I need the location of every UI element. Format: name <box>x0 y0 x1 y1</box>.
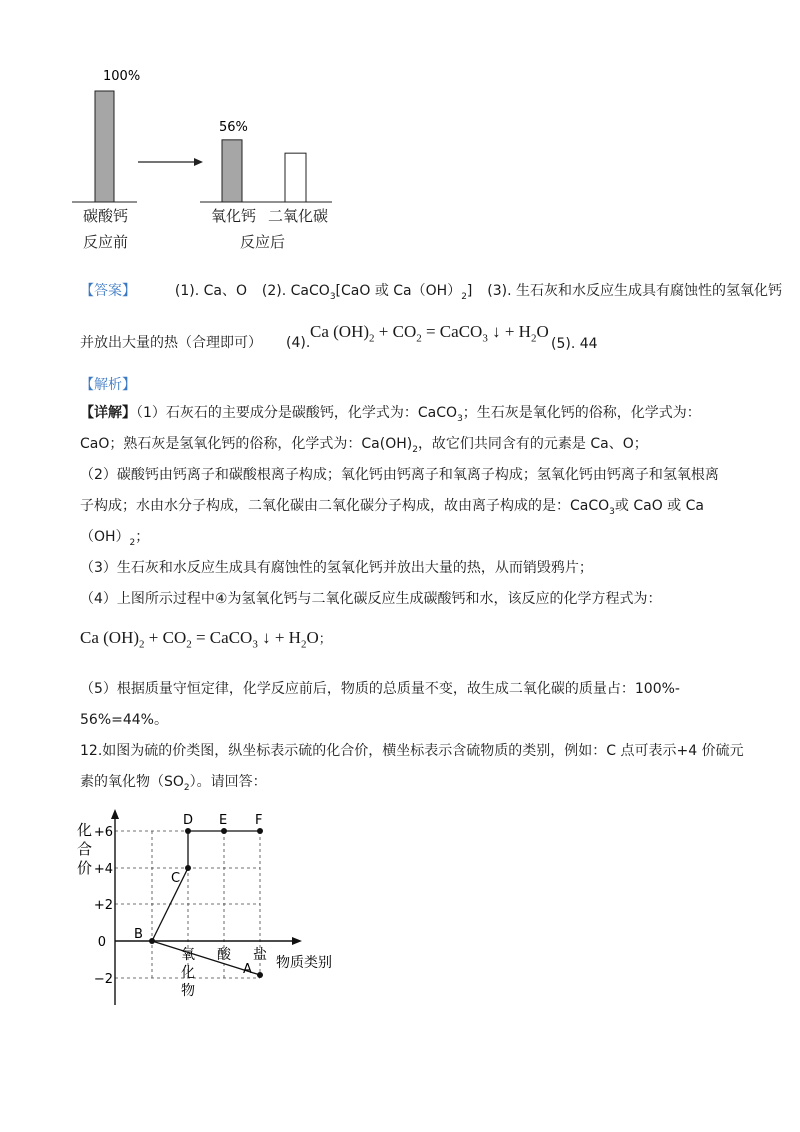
svg-text:0: 0 <box>97 935 106 950</box>
detail-p5-line2: 56%=44%。 <box>80 712 168 728</box>
svg-text:+4: +4 <box>93 862 113 877</box>
point-f <box>257 828 263 834</box>
point-d <box>185 828 191 834</box>
x-axis-title: 物质类别 <box>276 955 332 971</box>
answer-2-sub3: 3 <box>329 291 336 302</box>
answer-1: (1). Ca、O <box>174 283 248 299</box>
bar-label-100pct: 100% <box>103 69 141 84</box>
bar-carbon-dioxide <box>285 153 306 202</box>
svg-text:盐: 盐 <box>253 947 267 963</box>
y-axis-arrow-icon <box>111 809 119 819</box>
bar-label-56pct: 56% <box>219 120 248 135</box>
before-caption: 反应前 <box>83 233 129 251</box>
point-labels <box>134 813 262 977</box>
bar3-label: 二氧化碳 <box>268 207 329 225</box>
svg-text:化: 化 <box>77 821 93 839</box>
point-a <box>257 972 263 978</box>
answer-section <box>80 281 782 307</box>
label-f: F <box>255 813 263 828</box>
detail-p1-line1: 【详解】（1）石灰石的主要成分是碳酸钙，化学式为：CaCO$_3$；生石灰是氧化钙的俗称，化学式为： <box>80 405 701 424</box>
answer-4: (4). <box>286 335 311 351</box>
sulfur-valence-chart <box>70 805 370 1010</box>
arrow-head-icon <box>194 158 203 166</box>
y-tick-labels <box>94 825 113 987</box>
answer-3-line2: 并放出大量的热（合理即可） <box>80 335 262 351</box>
mass-bar-svg <box>60 60 360 260</box>
y-axis-title <box>77 821 92 877</box>
svg-text:氧: 氧 <box>181 947 195 963</box>
detail-p1-line2: CaO；熟石灰是氢氧化钙的俗称，化学式为：$Ca(OH)_2$，故它们共同含有的元素是 Ca、O； <box>80 436 648 455</box>
answer-2-sub2: 2 <box>461 291 467 302</box>
answer-3-line1: (3). 生石灰和水反应生成具有腐蚀性的氢氧化钙 <box>487 283 783 299</box>
bar-calcium-carbonate <box>95 91 114 202</box>
svg-text:物: 物 <box>181 983 195 999</box>
bar2-label: 氧化钙 <box>211 207 257 225</box>
label-d: D <box>183 813 194 828</box>
svg-text:+2: +2 <box>93 898 113 913</box>
point-e <box>221 828 227 834</box>
detail-p4: （4）上图所示过程中④为氢氧化钙与二氧化碳反应生成碳酸钙和水，该反应的化学方程式为： <box>80 591 662 607</box>
point-b <box>149 938 155 944</box>
answer-tag: 【答案】 <box>80 283 136 299</box>
label-b: B <box>134 927 143 942</box>
detail-tag: 【详解】 <box>80 405 136 421</box>
svg-text:价: 价 <box>77 859 93 877</box>
after-caption: 反应后 <box>240 233 286 251</box>
x-axis-arrow-icon <box>292 937 302 945</box>
answer-2-b: [CaO 或 Ca（OH） <box>335 283 462 299</box>
svg-text:−2: −2 <box>93 972 113 987</box>
bar1-label: 碳酸钙 <box>83 207 129 225</box>
svg-text:化: 化 <box>181 965 195 981</box>
answer-equation: Ca $(OH)_2 + CO_2$ = CaCO$_3$ ↓ + $H_2O$ <box>310 322 549 345</box>
detail-p3: （3）生石灰和水反应生成具有腐蚀性的氢氧化钙并放出大量的热，从而销毁鸦片； <box>80 560 593 576</box>
bar-calcium-oxide <box>222 140 242 202</box>
svg-text:酸: 酸 <box>217 947 231 963</box>
chart-lines <box>152 831 260 975</box>
detail-p2-line3: $(OH)_2$； <box>80 529 150 548</box>
answer-5: (5). 44 <box>551 336 598 352</box>
analysis-tag: 【解析】 <box>80 377 136 393</box>
label-a: A <box>243 962 252 977</box>
point-c <box>185 865 191 871</box>
svg-text:+6: +6 <box>93 825 113 840</box>
q12-line2: 素的氧化物$(SO_2)$。请回答： <box>80 774 267 793</box>
detail-equation: Ca $(OH)_2 + CO_2$ = CaCO$_3$ ↓ + $H_2O$； <box>80 628 332 651</box>
label-e: E <box>219 813 228 828</box>
answer-2-c: ] <box>466 283 473 299</box>
label-c: C <box>171 871 181 886</box>
detail-p2-line2: 子构成；水由水分子构成，二氧化碳由二氧化碳分子构成，故由离子构成的是：CaCO$_3$或 CaO 或 Ca <box>80 498 704 517</box>
detail-p5-line1: （5）根据质量守恒定律，化学反应前后，物质的总质量不变，故生成二氧化碳的质量占：100%- <box>80 681 680 697</box>
chart-points <box>149 828 263 978</box>
q12-line1: 12.如图为硫的价类图，纵坐标表示硫的化合价，横坐标表示含硫物质的类别，例如：C 点可表示+4 价硫元 <box>80 743 744 759</box>
answer-2-a: (2). CaCO <box>261 283 330 299</box>
svg-text:合: 合 <box>77 840 93 858</box>
detail-p2-line1: （2）碳酸钙由钙离子和碳酸根离子构成；氧化钙由钙离子和氧离子构成；氢氧化钙由钙离子和氢氧根离 <box>80 467 719 483</box>
